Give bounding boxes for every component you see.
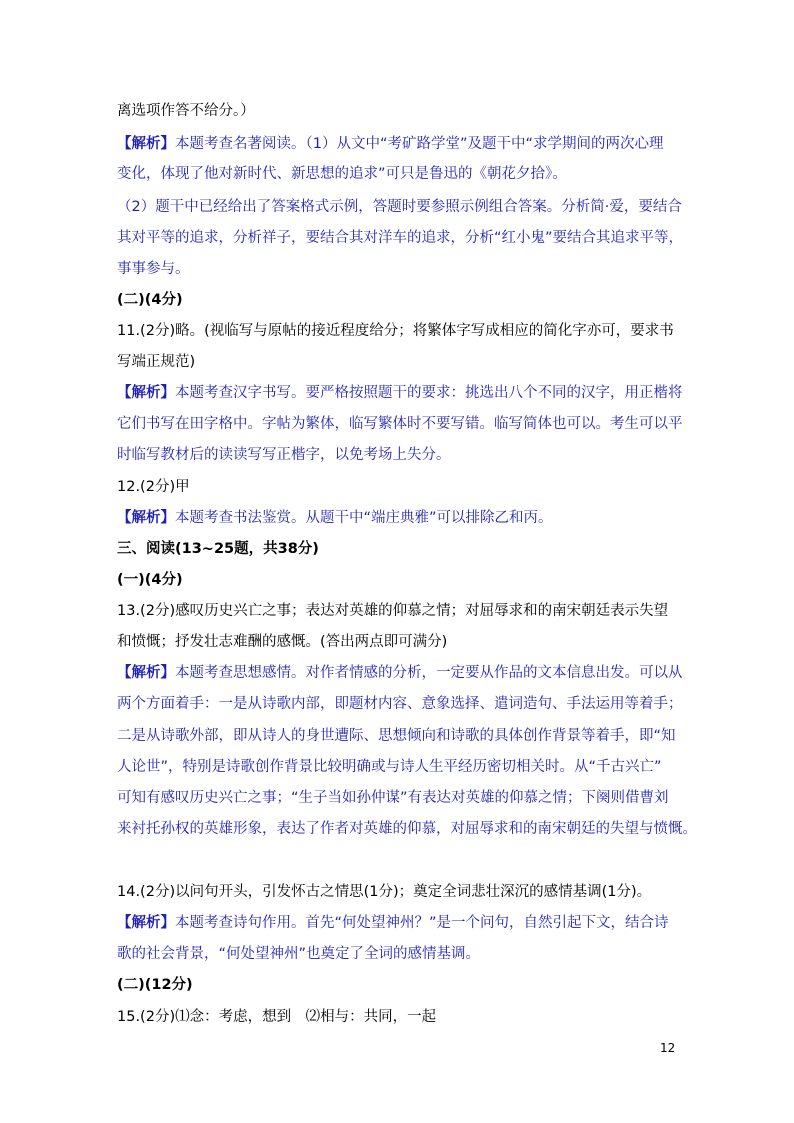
answer-line: 11.(2分)略。(视临写与原帖的接近程度给分；将繁体字写成相应的简化字亦可，要求书 bbox=[117, 323, 674, 339]
section-heading: (二)(12分) bbox=[117, 977, 193, 993]
analysis-line: 其对平等的追求，分析祥子，要结合其对洋车的追求，分析“红小鬼”要结合其追求平等， bbox=[117, 230, 684, 246]
analysis-tag: 【解析】 bbox=[117, 385, 175, 401]
page-number: 12 bbox=[660, 1041, 676, 1055]
analysis-line: 【解析】本题考查诗句作用。首先“何处望神州？”是一个问句，自然引起下文，结合诗 bbox=[117, 915, 669, 931]
analysis-tag: 【解析】 bbox=[117, 510, 175, 526]
analysis-line: 二是从诗歌外部，即从诗人的身世遭际、思想倾向和诗歌的具体创作背景等着手，即“知 bbox=[117, 728, 676, 744]
analysis-line: 【解析】本题考查思想感情。对作者情感的分析，一定要从作品的文本信息出发。可以从 bbox=[117, 665, 683, 681]
analysis-line: 它们书写在田字格中。字帖为繁体，临写繁体时不要写错。临写简体也可以。考生可以平 bbox=[117, 416, 683, 432]
answer-line: 14.(2分)以问句开头，引发怀古之情思(1分)；奠定全词悲壮深沉的感情基调(1分)。 bbox=[117, 884, 652, 900]
answer-line: 13.(2分)感叹历史兴亡之事；表达对英雄的仰慕之情；对屈辱求和的南宋朝廷表示失望 bbox=[117, 603, 669, 619]
answer-line: 和愤慨；抒发壮志难酬的感慨。(答出两点即可满分) bbox=[117, 634, 448, 650]
analysis-tag: 【解析】 bbox=[117, 136, 175, 152]
analysis-line: 事事参与。 bbox=[117, 261, 190, 277]
analysis-line: 人论世”，特别是诗歌创作背景比较明确或与诗人生平经历密切相关时。从“千古兴亡” bbox=[117, 759, 662, 775]
analysis-line: 可知有感叹历史兴亡之事；“生子当如孙仲谋”有表达对英雄的仰慕之情；下阕则借曹刘 bbox=[117, 790, 669, 806]
section-heading: (一)(4分) bbox=[117, 572, 183, 588]
analysis-line: 【解析】本题考查书法鉴赏。从题干中“端庄典雅”可以排除乙和丙。 bbox=[117, 510, 553, 526]
answer-line: 12.(2分)甲 bbox=[117, 479, 190, 495]
answer-line: 15.(2分)⑴念：考虑，想到 ⑵相与：共同，一起 bbox=[117, 1009, 437, 1025]
analysis-line: 来衬托孙权的英雄形象，表达了作者对英雄的仰慕，对屈辱求和的南宋朝廷的失望与愤慨。 bbox=[117, 821, 697, 837]
analysis-line: 歌的社会背景，“何处望神州”也奠定了全词的感情基调。 bbox=[117, 946, 481, 962]
answer-line: 写端正规范) bbox=[117, 354, 196, 370]
section-heading: 三、阅读(13~25题，共38分) bbox=[117, 541, 319, 557]
analysis-line: 时临写教材后的读读写写正楷字，以免考场上失分。 bbox=[117, 447, 451, 463]
analysis-tag: 【解析】 bbox=[117, 665, 175, 681]
analysis-line: 【解析】本题考查汉字书写。要严格按照题干的要求：挑选出八个不同的汉字，用正楷将 bbox=[117, 385, 683, 401]
analysis-line: 两个方面着手：一是从诗歌内部，即题材内容、意象选择、遣词造句、手法运用等着手； bbox=[117, 696, 683, 712]
section-heading: (二)(4分) bbox=[117, 292, 183, 308]
analysis-line: 【解析】本题考查名著阅读。（1）从文中“考矿路学堂”及题干中“求学期间的两次心理 bbox=[117, 136, 664, 152]
analysis-tag: 【解析】 bbox=[117, 915, 175, 931]
analysis-line: 变化，体现了他对新时代、新思想的追求”可只是鲁迅的《朝花夕拾》。 bbox=[117, 166, 567, 182]
analysis-line: （2）题干中已经给出了答案格式示例，答题时要参照示例组合答案。分析简·爱，要结合 bbox=[117, 199, 682, 215]
text-line: 离选项作答不给分。） bbox=[117, 103, 255, 119]
